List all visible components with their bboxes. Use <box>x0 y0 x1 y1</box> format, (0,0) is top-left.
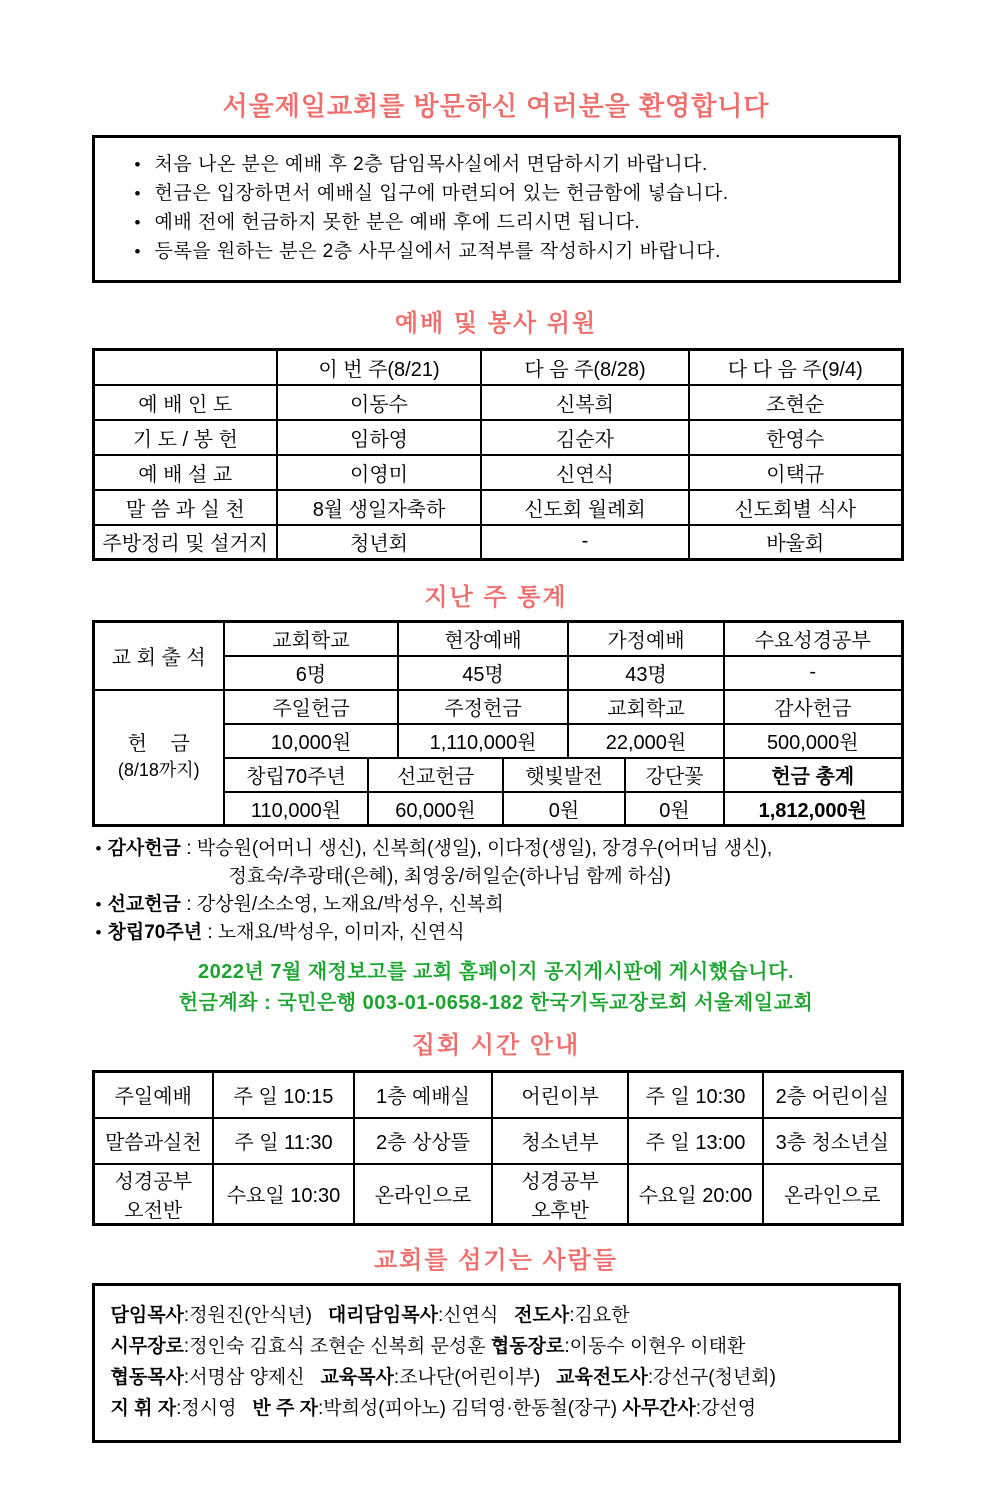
table-cell: 교회학교 <box>568 690 724 724</box>
note-line <box>92 835 901 863</box>
table-cell: 선교헌금 <box>368 758 503 792</box>
table-row <box>93 490 902 525</box>
bullet-icon: • <box>95 923 102 942</box>
table-cell: 주 일 10:30 <box>628 1072 763 1118</box>
table-cell: - <box>724 656 902 690</box>
staff-role-label: 교육목사 <box>320 1366 394 1388</box>
table-cell: 0원 <box>625 792 724 826</box>
table-cell <box>492 1164 628 1225</box>
table-cell: 온라인으로 <box>763 1164 902 1225</box>
table-cell: 10,000원 <box>224 724 398 758</box>
offering-label-line2: (8/18까지) <box>117 760 200 781</box>
table-cell: 6명 <box>224 656 398 690</box>
note-text: 강상원/소소영, 노재요/박성우, 신복희 <box>196 894 504 915</box>
table-cell: 이 번 주(8/21) <box>277 350 481 385</box>
offering-notes <box>92 835 901 947</box>
welcome-bullet-line <box>135 208 888 237</box>
table-cell: 임하영 <box>277 420 481 455</box>
table-row <box>93 350 902 385</box>
note-line <box>92 919 901 947</box>
table-cell: 창립70주년 <box>224 758 368 792</box>
table-cell: 3층 청소년실 <box>763 1118 902 1164</box>
table-cell: 헌금 총계 <box>724 758 902 792</box>
staff-line <box>111 1300 892 1331</box>
schedule-table <box>92 1070 904 1226</box>
welcome-bullet-text: 헌금은 입장하면서 예배실 입구에 마련되어 있는 헌금함에 넣습니다. <box>154 183 729 204</box>
bullet-icon: • <box>134 184 141 203</box>
note-text: 박승원(어머니 생신), 신복희(생일), 이다정(생일), 장경우(어머님 생신), <box>196 838 773 859</box>
staff-names: :강선영 <box>695 1397 757 1419</box>
note-label: 창립70주년 <box>107 922 203 943</box>
note-line <box>92 891 901 919</box>
staff-line <box>111 1362 892 1393</box>
cell-line: 오전반 <box>124 1199 183 1222</box>
staff-names: :이동수 이현우 이태환 <box>564 1335 746 1357</box>
cell-line: 성경공부 <box>521 1170 599 1193</box>
table-cell: 다 음 주(8/28) <box>481 350 689 385</box>
staff-section-heading: 교회를 섬기는 사람들 <box>374 1246 618 1274</box>
table-cell: 주 일 10:15 <box>213 1072 354 1118</box>
bulletin-content <box>92 86 901 1443</box>
staff-names: :서명삼 양제신 <box>183 1366 321 1388</box>
table-cell: 0원 <box>503 792 625 826</box>
welcome-bullet-line <box>135 179 888 208</box>
staff-names: :김요한 <box>569 1304 630 1326</box>
page-title: 서울제일교회를 방문하신 여러분을 환영합니다 <box>222 91 770 121</box>
staff-names: :정시영 <box>176 1397 253 1419</box>
note-separator: : <box>180 894 197 915</box>
table-cell: 교회학교 <box>224 622 398 656</box>
note-separator: : <box>180 838 197 859</box>
staff-names: :강선구(청년회) <box>647 1366 776 1388</box>
staff-role-label: 담임목사 <box>110 1304 184 1326</box>
staff-names: :신연식 <box>437 1304 515 1326</box>
table-row <box>93 1072 902 1118</box>
table-cell: - <box>481 525 689 560</box>
schedule-section-heading: 집회 시간 안내 <box>411 1032 581 1059</box>
table-cell: 김순자 <box>481 420 689 455</box>
table-cell: 주 일 11:30 <box>213 1118 354 1164</box>
staff-role-label: 반 주 자 <box>252 1397 318 1419</box>
table-row <box>93 1118 902 1164</box>
welcome-bullet-text: 예배 전에 헌금하지 못한 분은 예배 후에 드리시면 됩니다. <box>154 212 641 233</box>
note-separator: : <box>202 922 218 943</box>
announcement-line: 2022년 7월 재정보고를 교회 홈페이지 공지게시판에 게시했습니다. <box>197 961 794 983</box>
table-cell: 어린이부 <box>492 1072 628 1118</box>
table-cell: 조현순 <box>689 385 902 420</box>
table-row <box>93 420 902 455</box>
staff-role-label: 전도사 <box>514 1304 570 1326</box>
table-cell: 45명 <box>398 656 568 690</box>
table-row <box>93 622 902 656</box>
committee-table <box>92 348 904 561</box>
staff-role-label: 지 휘 자 <box>110 1397 177 1419</box>
table-cell: 신복희 <box>481 385 689 420</box>
announcement-line: 헌금계좌 : 국민은행 003-01-0658-182 한국기독교장로회 서울제일교회 <box>178 992 814 1014</box>
committee-section-heading: 예배 및 봉사 위원 <box>394 310 598 337</box>
table-cell: 이택규 <box>689 455 902 490</box>
table-cell: 500,000원 <box>724 724 902 758</box>
note-label: 선교헌금 <box>107 894 181 915</box>
table-cell: 1,812,000원 <box>724 792 902 826</box>
bullet-icon: • <box>95 839 102 858</box>
welcome-bullet-line <box>135 150 888 179</box>
table-cell: 감사헌금 <box>724 690 902 724</box>
table-cell: 주일헌금 <box>224 690 398 724</box>
table-cell: 주일예배 <box>93 1072 213 1118</box>
table-row <box>93 1164 902 1225</box>
offering-label-line1: 헌 금 <box>127 733 190 756</box>
bullet-icon: • <box>134 213 141 232</box>
staff-role-label: 시무장로 <box>110 1335 184 1357</box>
table-cell: 신도회 월례회 <box>481 490 689 525</box>
staff-role-label: 협동장로 <box>490 1335 565 1357</box>
staff-role-label: 대리담임목사 <box>327 1304 438 1326</box>
table-cell: 이영미 <box>277 455 481 490</box>
cell-line: 성경공부 <box>114 1170 192 1193</box>
table-cell: 43명 <box>568 656 724 690</box>
row-label-cell: 말 씀 과 실 천 <box>93 490 277 525</box>
table-cell: 햇빛발전 <box>503 758 625 792</box>
table-cell: 현장예배 <box>398 622 568 656</box>
table-cell <box>93 1164 213 1225</box>
table-cell: 청소년부 <box>492 1118 628 1164</box>
table-cell: 주 일 13:00 <box>628 1118 763 1164</box>
bulletin-page <box>0 86 992 1489</box>
welcome-notice-box <box>92 135 901 283</box>
bullet-icon: • <box>134 155 141 174</box>
finance-announcement <box>92 957 901 1019</box>
table-cell: 2층 상상뜰 <box>354 1118 492 1164</box>
row-label-cell: 기 도 / 봉 헌 <box>93 420 277 455</box>
table-cell: 한영수 <box>689 420 902 455</box>
table-row <box>93 455 902 490</box>
table-cell: 22,000원 <box>568 724 724 758</box>
table-cell: 온라인으로 <box>354 1164 492 1225</box>
table-cell: 8월 생일자축하 <box>277 490 481 525</box>
table-cell: 110,000원 <box>224 792 368 826</box>
table-row <box>93 690 902 724</box>
note-label: 감사헌금 <box>107 838 181 859</box>
table-cell: 수요성경공부 <box>724 622 902 656</box>
row-label-cell: 예 배 인 도 <box>93 385 277 420</box>
staff-role-label: 협동목사 <box>110 1366 184 1388</box>
staff-names: :정인숙 김효식 조현순 신복희 문성훈 <box>183 1335 491 1357</box>
welcome-bullet-line <box>135 237 888 266</box>
table-cell: 이동수 <box>277 385 481 420</box>
table-cell: 강단꽃 <box>625 758 724 792</box>
staff-names: :박희성(피아노) 김덕영·한동철(장구) <box>317 1397 623 1419</box>
cell-line: 오후반 <box>531 1199 589 1222</box>
table-cell: 60,000원 <box>368 792 503 826</box>
table-cell: 다 다 음 주(9/4) <box>689 350 902 385</box>
row-label-cell <box>93 690 224 826</box>
staff-role-label: 사무간사 <box>622 1397 696 1419</box>
table-cell: 수요일 20:00 <box>628 1164 763 1225</box>
row-label-cell: 교 회 출 석 <box>93 622 224 690</box>
staff-line <box>111 1393 892 1424</box>
bullet-icon: • <box>134 242 141 261</box>
staff-box <box>92 1283 901 1443</box>
row-label-cell: 예 배 설 교 <box>93 455 277 490</box>
table-cell: 1층 예배실 <box>354 1072 492 1118</box>
welcome-bullet-text: 처음 나온 분은 예배 후 2층 담임목사실에서 면담하시기 바랍니다. <box>154 154 708 175</box>
table-cell <box>93 350 277 385</box>
welcome-bullet-text: 등록을 원하는 분은 2층 사무실에서 교적부를 작성하시기 바랍니다. <box>154 241 721 262</box>
note-continuation: 정효숙/추광태(은혜), 최영웅/허일순(하나님 함께 하심) <box>228 866 671 887</box>
table-cell: 말씀과실천 <box>93 1118 213 1164</box>
table-row <box>93 525 902 560</box>
row-label-cell: 주방정리 및 설거지 <box>93 525 277 560</box>
table-cell: 주정헌금 <box>398 690 568 724</box>
table-row <box>93 385 902 420</box>
staff-names: :정원진(안식년) <box>183 1304 328 1326</box>
staff-role-label: 교육전도사 <box>556 1366 648 1388</box>
bullet-icon: • <box>95 895 102 914</box>
table-cell: 신도회별 식사 <box>689 490 902 525</box>
table-cell: 수요일 10:30 <box>213 1164 354 1225</box>
staff-line <box>111 1331 892 1362</box>
table-cell: 2층 어린이실 <box>763 1072 902 1118</box>
table-cell: 1,110,000원 <box>398 724 568 758</box>
table-cell: 청년회 <box>277 525 481 560</box>
staff-names: :조나단(어린이부) <box>393 1366 557 1388</box>
table-cell: 가정예배 <box>568 622 724 656</box>
table-cell: 신연식 <box>481 455 689 490</box>
table-cell: 바울회 <box>689 525 902 560</box>
note-text: 노재요/박성우, 이미자, 신연식 <box>217 922 465 943</box>
stats-table <box>92 620 904 827</box>
stats-section-heading: 지난 주 통계 <box>424 584 568 611</box>
